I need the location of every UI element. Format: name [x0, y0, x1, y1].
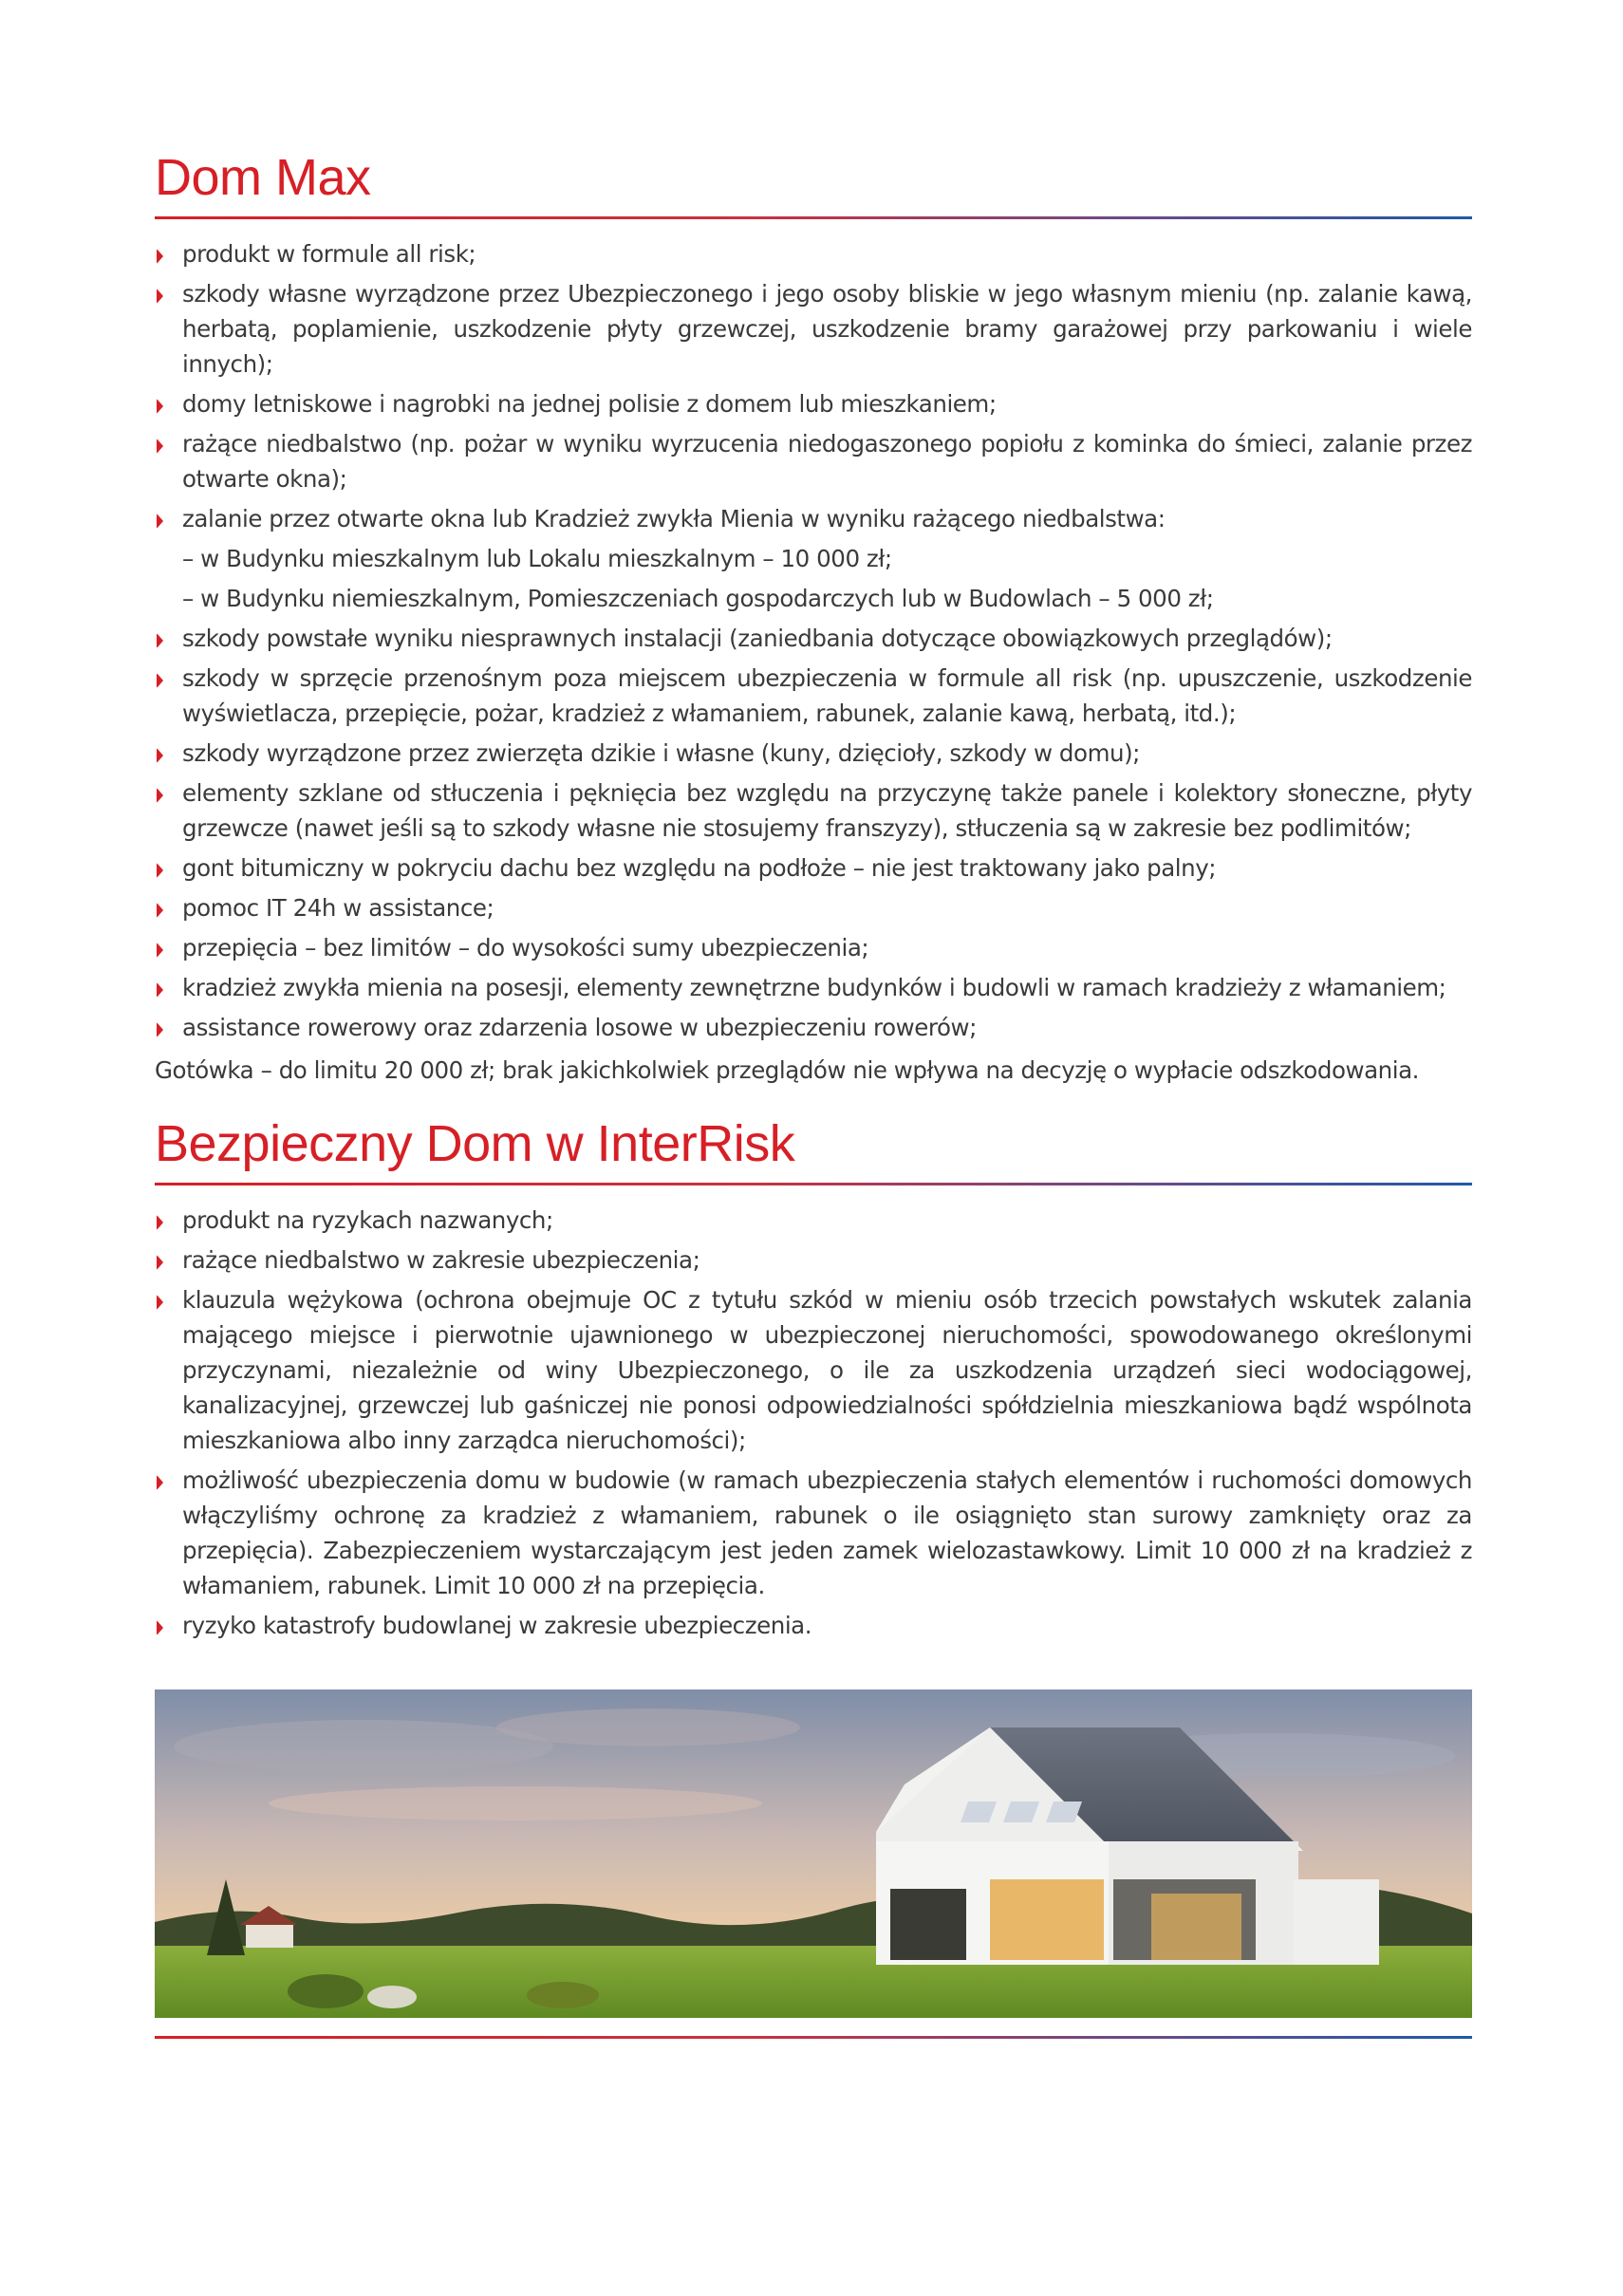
- feature-list: [155, 621, 1472, 1045]
- list-item: assistance rowerowy oraz zdarzenia losowe w ubezpieczeniu rowerów;: [155, 1010, 1472, 1045]
- list-item: klauzula wężykowa (ochrona obejmuje OC z tytułu szkód w mieniu osób trzecich powstałych wskutek zalania mającego miejsce i pierwotnie ujawnionego w ubezpieczonej nieruchomości, spowodowanego określonymi przyczynami, niezależnie od winy Ubezpieczonego, o ile za uszkodzenia urządzeń sieci wodociągowej, kanalizacyjnej, grzewczej lub gaśniczej nie ponosi odpowiedzialności spółdzielnia mieszkaniowa bądź wspólnota mieszkaniowa albo inny zarządca nieruchomości);: [155, 1282, 1472, 1458]
- sub-item: – w Budynku niemieszkalnym, Pomieszczeniach gospodarczych lub w Budowlach – 5 000 zł;: [182, 585, 1214, 612]
- bullet-icon: [157, 439, 163, 454]
- list-item: szkody w sprzęcie przenośnym poza miejscem ubezpieczenia w formule all risk (np. upuszczenie, uszkodzenie wyświetlacza, przepięcie, pożar, kradzież z włamaniem, rabunek, zalanie kawą, herbatą, itd.);: [155, 661, 1472, 731]
- title-divider: [155, 1183, 1472, 1185]
- list-item: szkody powstałe wyniku niesprawnych instalacji (zaniedbania dotyczące obowiązkowych przeglądów);: [155, 621, 1472, 656]
- list-item: produkt na ryzykach nazwanych;: [155, 1203, 1472, 1238]
- bullet-icon: [157, 863, 163, 878]
- bullet-icon: [157, 748, 163, 763]
- section-bezpieczny-dom: [155, 1115, 1472, 1648]
- house-photo: [155, 1689, 1472, 2018]
- bottom-divider: [155, 2036, 1472, 2039]
- section-dom-max: [155, 149, 1472, 1088]
- list-item: ryzyko katastrofy budowlanej w zakresie ubezpieczenia.: [155, 1608, 1472, 1643]
- house-illustration: [155, 1689, 1472, 2018]
- list-item: rażące niedbalstwo (np. pożar w wyniku wyrzucenia niedogaszonego popiołu z kominka do śmieci, zalanie przez otwarte okna);: [155, 426, 1472, 496]
- sub-item: – w Budynku mieszkalnym lub Lokalu mieszkalnym – 10 000 zł;: [182, 545, 892, 572]
- list-item: szkody wyrządzone przez zwierzęta dzikie i własne (kuny, dzięcioły, szkody w domu);: [155, 736, 1472, 771]
- bullet-icon: [157, 513, 163, 529]
- section-title: Dom Max: [155, 149, 371, 206]
- list-item: rażące niedbalstwo w zakresie ubezpieczenia;: [155, 1242, 1472, 1278]
- section-title: Bezpieczny Dom w InterRisk: [155, 1115, 795, 1172]
- bullet-icon: [157, 943, 163, 958]
- title-divider: [155, 216, 1472, 219]
- bullet-icon: [157, 249, 163, 264]
- list-item: kradzież zwykła mienia na posesji, elementy zewnętrzne budynków i budowli w ramach kradzieży z włamaniem;: [155, 970, 1472, 1005]
- list-item: szkody własne wyrządzone przez Ubezpieczonego i jego osoby bliskie w jego własnym mieniu (np. zalanie kawą, herbatą, poplamienie, uszkodzenie płyty grzewczej, uszkodzenie bramy garażowej przy parkowaniu i wiele innych);: [155, 276, 1472, 382]
- bullet-icon: [157, 1022, 163, 1037]
- cash-limit-note: Gotówka – do limitu 20 000 zł; brak jakichkolwiek przeglądów nie wpływa na decyzję o wypłacie odszkodowania.: [155, 1056, 1419, 1084]
- list-item: pomoc IT 24h w assistance;: [155, 890, 1472, 925]
- feature-list: [155, 236, 1472, 536]
- bullet-icon: [157, 673, 163, 688]
- list-item: domy letniskowe i nagrobki na jednej polisie z domem lub mieszkaniem;: [155, 386, 1472, 421]
- feature-list: [155, 1203, 1472, 1643]
- list-item: przepięcia – bez limitów – do wysokości sumy ubezpieczenia;: [155, 930, 1472, 965]
- list-item: możliwość ubezpieczenia domu w budowie (w ramach ubezpieczenia stałych elementów i ruchomości domowych włączyliśmy ochronę za kradzież z włamaniem, rabunek o ile osiągnięto stan surowy zamknięty oraz za przepięcia). Zabezpieczeniem wystarczającym jest jeden zamek wielozastawkowy. Limit 10 000 zł na kradzież z włamaniem, rabunek. Limit 10 000 zł na przepięcia.: [155, 1463, 1472, 1603]
- list-item: zalanie przez otwarte okna lub Kradzież zwykła Mienia w wyniku rażącego niedbalstwa:: [155, 501, 1472, 536]
- bullet-icon: [157, 982, 163, 998]
- list-item: elementy szklane od stłuczenia i pęknięcia bez względu na przyczynę także panele i kolektory słoneczne, płyty grzewcze (nawet jeśli są to szkody własne nie stosujemy franszyzy), stłuczenia są w zakresie bez podlimitów;: [155, 775, 1472, 846]
- bullet-icon: [157, 1295, 163, 1310]
- list-item: gont bitumiczny w pokryciu dachu bez względu na podłoże – nie jest traktowany jako palny;: [155, 850, 1472, 886]
- list-item: produkt w formule all risk;: [155, 236, 1472, 271]
- bullet-icon: [157, 1475, 163, 1490]
- bullet-icon: [157, 633, 163, 648]
- bullet-icon: [157, 1215, 163, 1230]
- bullet-icon: [157, 1620, 163, 1635]
- bullet-icon: [157, 903, 163, 918]
- bullet-icon: [157, 1255, 163, 1270]
- bullet-icon: [157, 788, 163, 803]
- bullet-icon: [157, 399, 163, 414]
- bullet-icon: [157, 289, 163, 304]
